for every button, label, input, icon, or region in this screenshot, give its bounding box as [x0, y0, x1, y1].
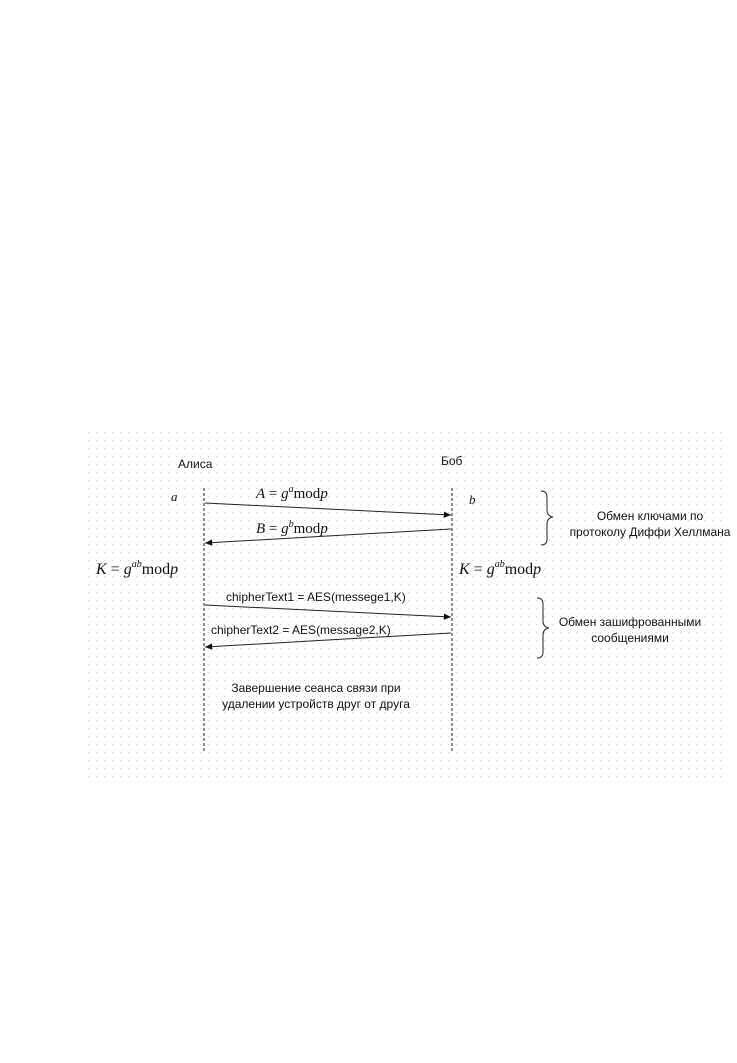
termination-note-line2: удалении устройств друг от друга	[222, 697, 410, 711]
grid-background	[88, 432, 728, 777]
termination-note-line1: Завершение сеанса связи при	[231, 681, 401, 695]
ciphertext2-label: chipherText2 = AES(message2,K)	[211, 623, 391, 637]
encrypted-exchange-note-line2: сообщениями	[591, 631, 669, 645]
alice-secret: a	[171, 489, 178, 504]
key-exchange-note-line2: протоколу Диффи Хеллмана	[569, 525, 731, 539]
ciphertext1-label: chipherText1 = AES(messege1,K)	[226, 590, 406, 604]
formula-a: $A = g^amodp$	[256, 484, 328, 502]
alice-shared-key: $K = g^{ab}modp$	[96, 559, 179, 578]
encrypted-exchange-note-line1: Обмен зашифрованными	[558, 615, 702, 629]
participant-bob-label: Боб	[441, 454, 463, 468]
participant-alice-label: Алиса	[178, 457, 213, 471]
formula-b: $B = g^bmodp$	[256, 519, 328, 537]
bob-secret: b	[469, 492, 476, 507]
bob-shared-key: $K = g^{ab}modp$	[459, 559, 542, 578]
key-exchange-note-line1: Обмен ключами по	[596, 509, 704, 523]
